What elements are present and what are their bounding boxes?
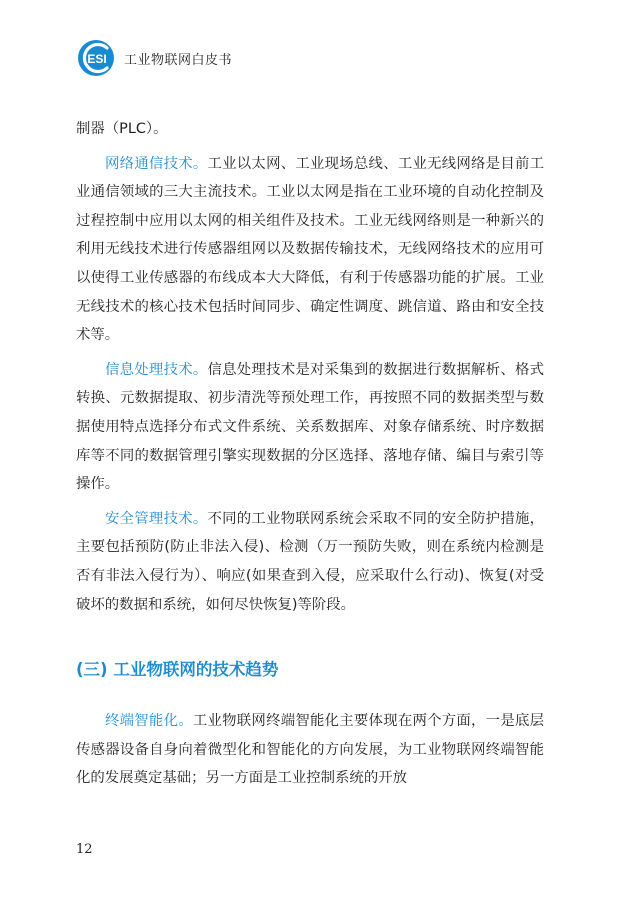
- intro-continuation: 制器（PLC）。: [76, 121, 168, 137]
- keyword-network-communication: 网络通信技术。: [105, 155, 208, 172]
- paragraph-text: 不同的工业物联网系统会采取不同的安全防护措施，主要包括预防(防止非法入侵)、检测（万一预防失败，则在系统内检测是否有非法入侵行为）、响应(如果查到入侵，应采取什么行动)、恢复(对受破坏的数据和系统，如何尽快恢复)等阶段。: [76, 510, 544, 613]
- keyword-terminal-intelligence: 终端智能化。: [105, 713, 193, 730]
- page-body: [76, 115, 544, 793]
- keyword-information-processing: 信息处理技术。: [105, 361, 208, 378]
- page-number: 12: [76, 842, 93, 857]
- svg-text:ESI: ESI: [87, 52, 107, 66]
- keyword-security-management: 安全管理技术。: [105, 510, 208, 527]
- page-header: [76, 36, 232, 80]
- paragraph-text: 工业物联网终端智能化主要体现在两个方面，一是底层传感器设备自身向着微型化和智能化的方向发展，为工业物联网终端智能化的发展奠定基础；另一方面是工业控制系统的开放: [76, 713, 544, 787]
- paragraph-terminal-intelligence: [76, 707, 544, 793]
- paragraph-network-communication: [76, 150, 544, 350]
- section-heading: (三) 工业物联网的技术趋势: [76, 660, 279, 680]
- document-title: 工业物联网白皮书: [124, 52, 233, 68]
- paragraph-security-management: [76, 505, 544, 619]
- paragraph-text: 信息处理技术是对采集到的数据进行数据解析、格式转换、元数据提取、初步清洗等预处理工作，再按照不同的数据类型与数据使用特点选择分布式文件系统、关系数据库、对象存储系统、时序数据库等不同的数据管理引擎实现数据的分区选择、落地存储、编目与索引等操作。: [76, 361, 544, 493]
- paragraph-information-processing: [76, 356, 544, 499]
- esi-logo-icon: [76, 38, 116, 78]
- paragraph-text: 工业以太网、工业现场总线、工业无线网络是目前工业通信领域的三大主流技术。工业以太网是指在工业环境的自动化控制及过程控制中应用以太网的相关组件及技术。工业无线网络则是一种新兴的利用无线技术进行传感器组网以及数据传输技术，无线网络技术的应用可以使得工业传感器的布线成本大大降低，有利于传感器功能的扩展。工业无线技术的核心技术包括时间同步、确定性调度、跳信道、路由和安全技术等。: [76, 155, 544, 344]
